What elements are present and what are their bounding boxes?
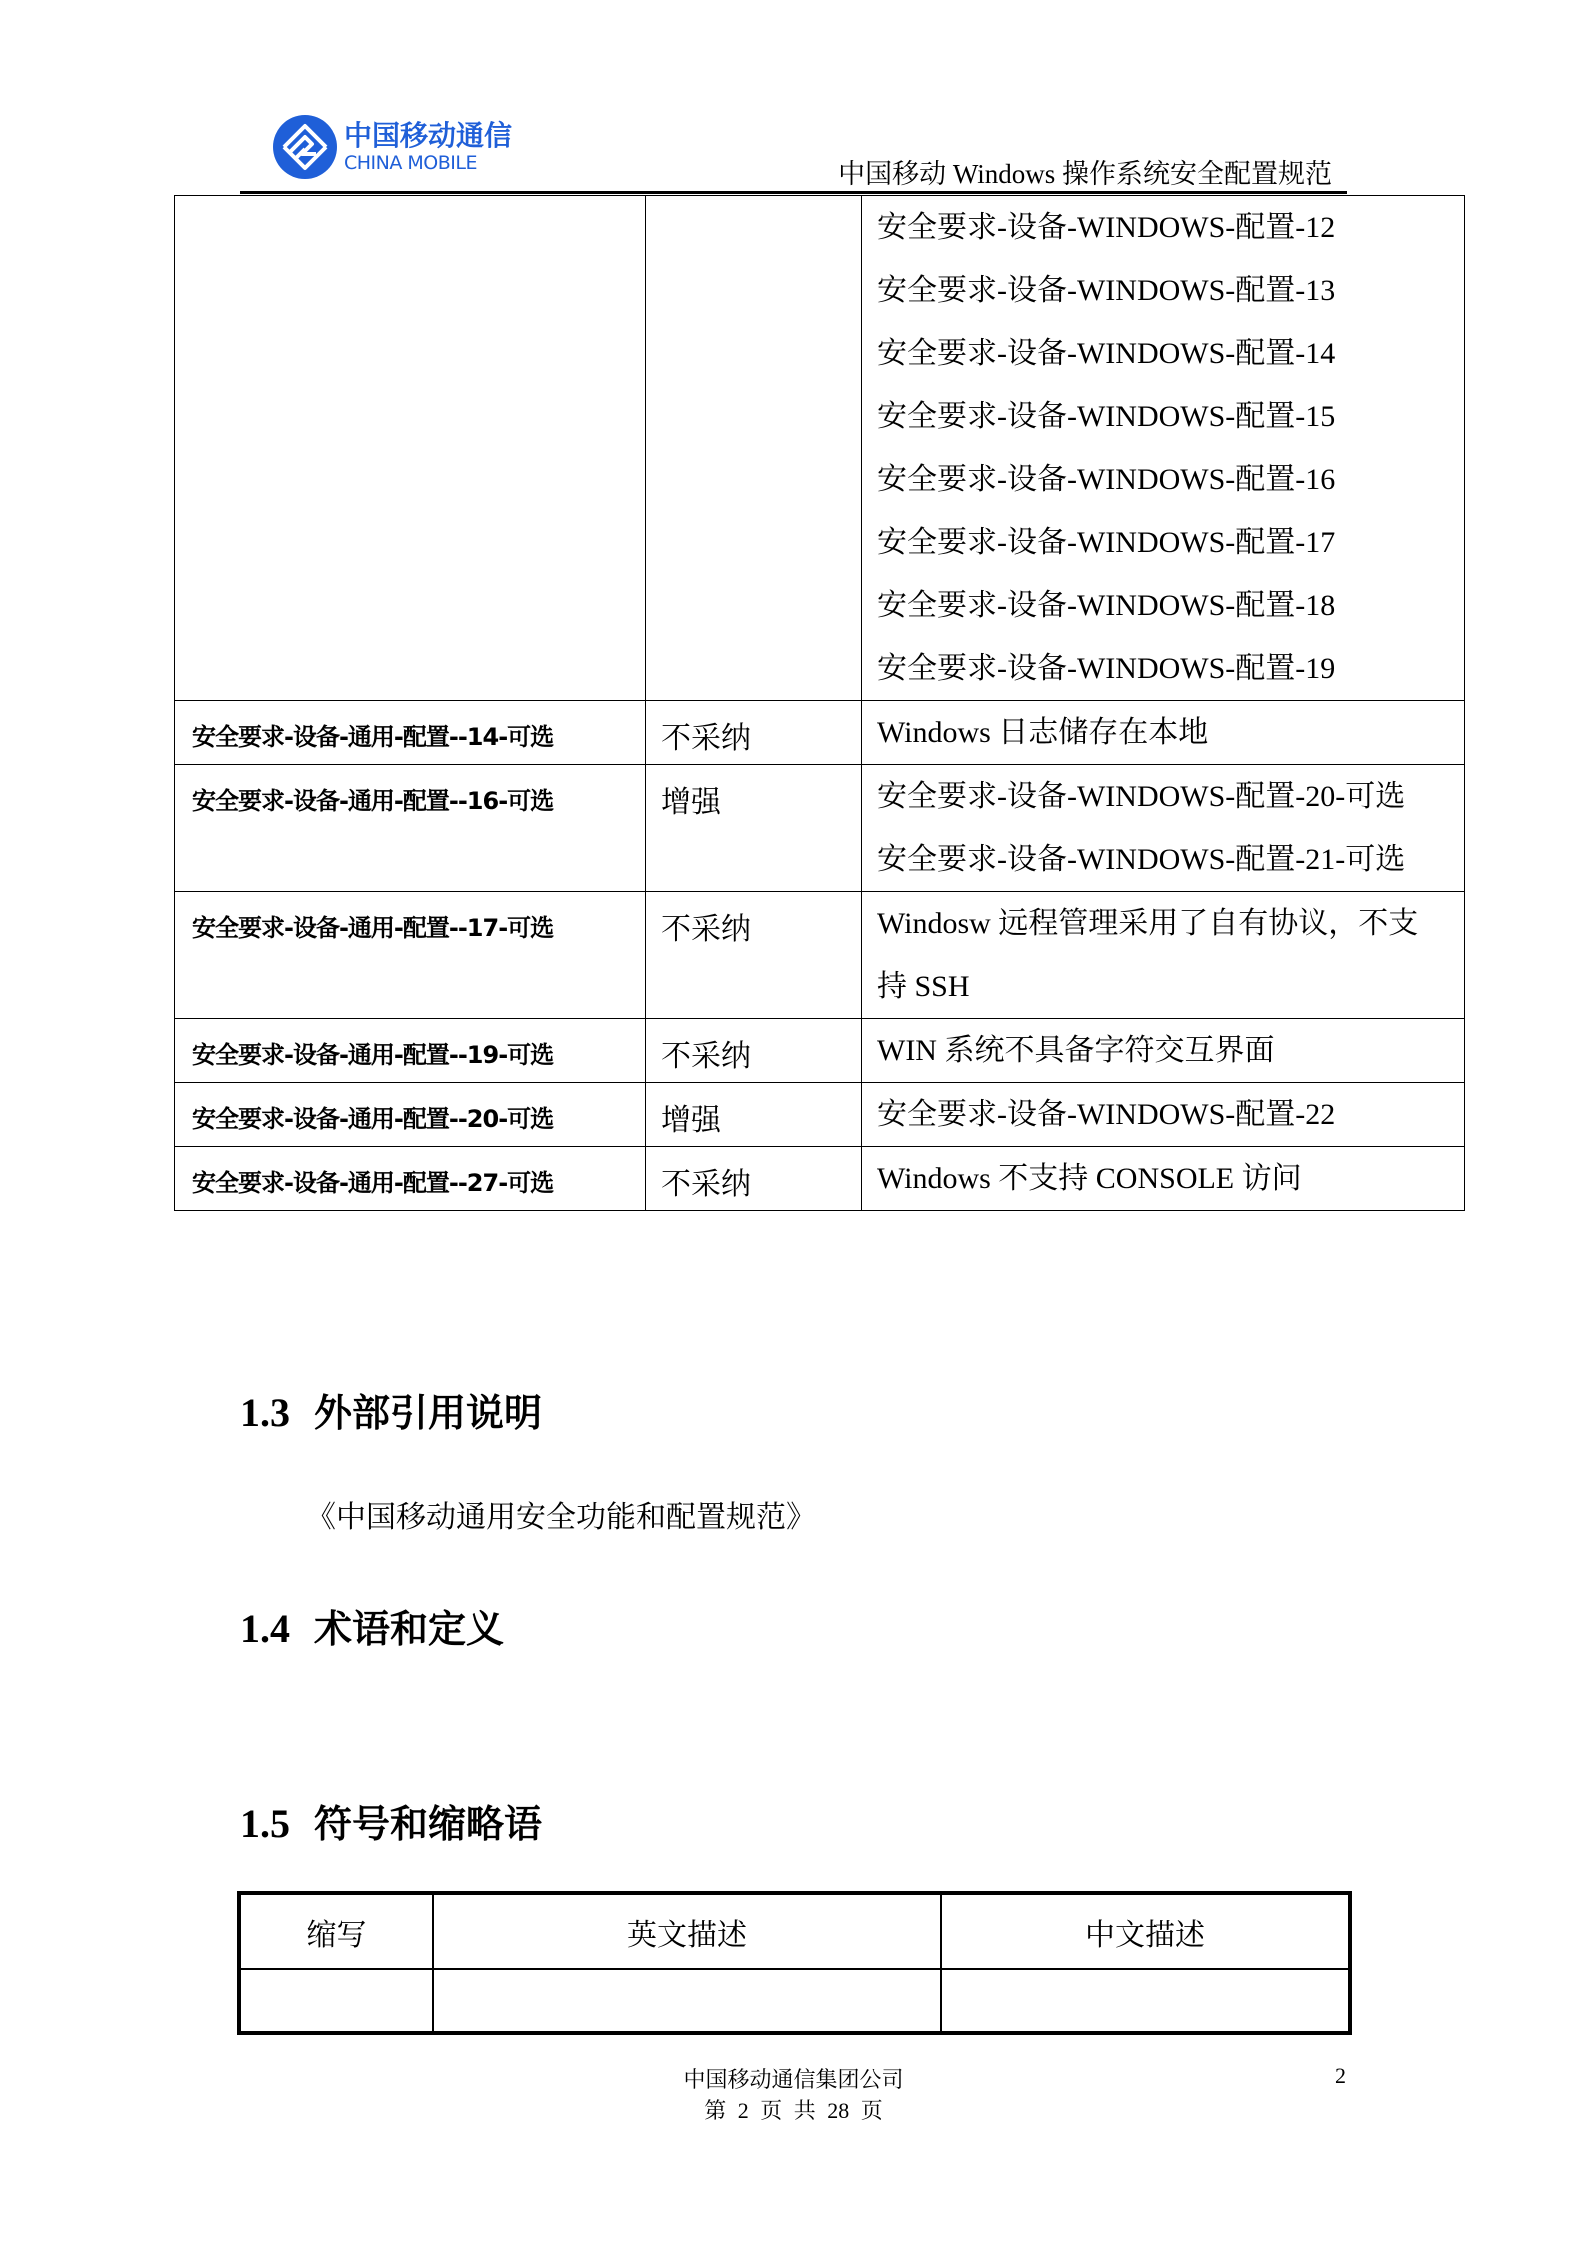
status-cell: 不采纳 [646,892,862,1019]
note-line: WIN 系统不具备字符交互界面 [877,1034,1275,1067]
note-line: 安全要求-设备-WINDOWS-配置-12 [877,211,1336,244]
note-line: 安全要求-设备-WINDOWS-配置-15 [877,400,1336,433]
status-cell: 不采纳 [646,1147,862,1211]
item-cell: 安全要求-设备-通用-配置--17-可选 [175,892,646,1019]
note-line: 安全要求-设备-WINDOWS-配置-21-可选 [877,843,1406,876]
table-row [175,701,1465,765]
item-cell: 安全要求-设备-通用-配置--14-可选 [175,701,646,765]
status-cell [646,196,862,701]
column-header-abbreviation: 缩写 [239,1893,433,1969]
note-line: 安全要求-设备-WINDOWS-配置-17 [877,526,1336,559]
china-mobile-logo [272,112,532,182]
note-line: Windows 日志储存在本地 [877,716,1209,749]
column-header-english: 英文描述 [433,1893,941,1969]
item-cell: 安全要求-设备-通用-配置--19-可选 [175,1019,646,1083]
section-title: 外部引用说明 [314,1391,543,1435]
note-line: 安全要求-设备-WINDOWS-配置-16 [877,463,1336,496]
section-number: 1.5 [240,1801,290,1846]
section-heading-1-4 [240,1598,504,1653]
logo-name-en: CHINA MOBILE [344,151,477,174]
abbreviation-table [237,1891,1352,2035]
status-cell: 不采纳 [646,1019,862,1083]
note-line: 安全要求-设备-WINDOWS-配置-19 [877,652,1336,685]
table-row [239,1969,1350,2033]
logo-name-cn: 中国移动通信 [344,118,513,152]
table-header-row [239,1893,1350,1969]
table-row [175,765,1465,892]
china-mobile-logo-icon [272,114,338,180]
table-row [175,196,1465,701]
section-heading-1-3 [240,1382,542,1437]
item-cell: 安全要求-设备-通用-配置--27-可选 [175,1147,646,1211]
note-line: 安全要求-设备-WINDOWS-配置-14 [877,337,1336,370]
item-cell: 安全要求-设备-通用-配置--20-可选 [175,1083,646,1147]
section-heading-1-5 [240,1793,542,1848]
note-line: 安全要求-设备-WINDOWS-配置-18 [877,589,1336,622]
item-cell: 安全要求-设备-通用-配置--16-可选 [175,765,646,892]
table-row [175,1019,1465,1083]
table-cell [433,1969,941,2033]
requirements-table [174,195,1465,1211]
notes-cell [862,196,1465,701]
note-line: 安全要求-设备-WINDOWS-配置-20-可选 [877,780,1406,813]
note-line: Windosw 远程管理采用了自有协议，不支 [877,907,1419,940]
notes-cell [862,892,1465,1019]
notes-cell [862,765,1465,892]
table-cell [941,1969,1350,2033]
section-number: 1.3 [240,1390,290,1435]
footer-company: 中国移动通信集团公司 [683,2067,904,2092]
external-reference: 《中国移动通用安全功能和配置规范》 [306,1501,816,1534]
status-cell: 不采纳 [646,701,862,765]
status-cell: 增强 [646,1083,862,1147]
note-line: Windows 不支持 CONSOLE 访问 [877,1162,1302,1195]
notes-cell [862,701,1465,765]
notes-cell [862,1019,1465,1083]
table-row [175,892,1465,1019]
notes-cell [862,1147,1465,1211]
note-line: 安全要求-设备-WINDOWS-配置-22 [877,1098,1336,1131]
document-title: 中国移动 Windows 操作系统安全配置规范 [838,159,1332,189]
footer-page-count: 第 2 页 共 28 页 [704,2098,883,2123]
status-cell: 增强 [646,765,862,892]
note-line: 持 SSH [877,970,970,1003]
column-header-chinese: 中文描述 [941,1893,1350,1969]
section-title: 术语和定义 [314,1607,505,1651]
table-cell [239,1969,433,2033]
footer-page-number: 2 [1335,2063,1346,2088]
notes-cell [862,1083,1465,1147]
section-number: 1.4 [240,1606,290,1651]
item-cell [175,196,646,701]
note-line: 安全要求-设备-WINDOWS-配置-13 [877,274,1336,307]
section-title: 符号和缩略语 [314,1802,543,1846]
header-divider [240,191,1347,194]
table-row [175,1083,1465,1147]
table-row [175,1147,1465,1211]
